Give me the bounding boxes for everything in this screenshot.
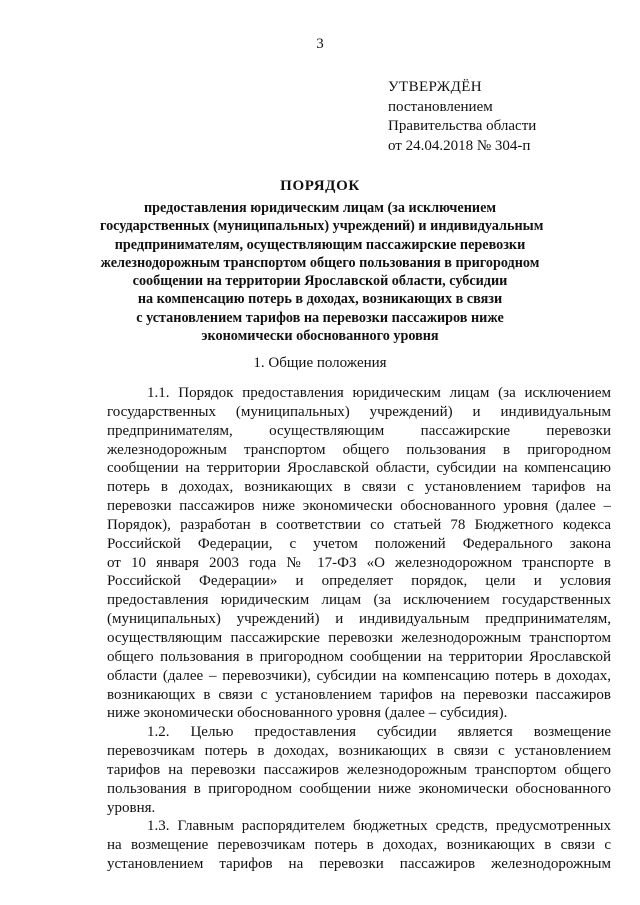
text-line: осуществляющим пассажирские перевозки железнодорожным транспортом [107, 629, 611, 646]
text-line: потерь в доходах, возникающих в связи с установлением тарифов на [107, 479, 611, 496]
text-line: сообщении на территории Ярославской области, субсидии на компенсацию [107, 460, 611, 477]
text-line: предпринимателям, осуществляющим пассажирские перевозки [107, 422, 611, 439]
text-line: (муниципальных) учреждений) и индивидуальным предпринимателям, [107, 611, 611, 628]
subtitle-line: сообщении на территории Ярославской области, субсидии [132, 273, 508, 290]
text-line: железнодорожным транспортом общего пользования в пригородном [107, 441, 611, 458]
text-line: перевозки пассажиров ниже экономически обоснованного уровня (далее – [107, 498, 611, 515]
text-line: области (далее – перевозчики), субсидии на компенсацию потерь в доходах, [107, 667, 611, 684]
body-text [107, 384, 611, 874]
document-title: ПОРЯДОК [280, 178, 360, 194]
text-line: на возмещение перевозчикам потерь в доходах, возникающих в связи с [107, 837, 611, 854]
text-line: возникающих в связи с установлением тарифов на перевозки пассажиров [107, 686, 611, 703]
text-line: пользования в пригородном сообщении ниже экономически обоснованного [107, 780, 611, 797]
text-line: 1.2. Целью предоставления субсидии является возмещение [147, 724, 611, 741]
text-line: 1.1. Порядок предоставления юридическим лицам (за исключением [147, 385, 611, 401]
approval-line: Правительства области [388, 118, 537, 134]
text-line: уровня. [107, 799, 156, 816]
text-line: Российской Федерации, с учетом положений Федерального закона [107, 535, 611, 552]
text-line: тарифов на перевозки пассажиров железнодорожным транспортом общего [107, 761, 611, 778]
subtitle-line: с установлением тарифов на перевозки пассажиров ниже [136, 309, 504, 326]
paragraph-1-3 [107, 817, 611, 874]
subtitle-line: государственных (муниципальных) учреждений) и индивидуальным [100, 218, 544, 235]
subtitle-line: экономически обоснованного уровня [201, 328, 439, 345]
text-line: от 10 января 2003 года № 17-ФЗ «О железнодорожном транспорте в [107, 554, 611, 571]
text-line: перевозчикам потерь в доходах, возникающих в связи с установлением [107, 743, 611, 760]
text-line: ниже экономически обоснованного уровня (далее – субсидия). [107, 705, 508, 722]
text-line: общего пользования в пригородном сообщении на территории Ярославской [107, 648, 611, 665]
subtitle-line: предпринимателям, осуществляющим пассажирские перевозки [114, 236, 526, 253]
subtitle-line: предоставления юридическим лицам (за исключением [143, 200, 497, 216]
approval-line: УТВЕРЖДЁН [388, 79, 483, 95]
text-line: предоставления юридическим лицам (за исключением государственных [107, 592, 611, 609]
subtitle-line: на компенсацию потерь в доходах, возникающих в связи [137, 291, 503, 308]
paragraph-1-1 [107, 384, 611, 723]
text-line: Порядок), разработан в соответствии со статьей 78 Бюджетного кодекса [107, 516, 611, 533]
approval-line: от 24.04.2018 № 304-п [388, 137, 531, 154]
approval-line: постановлением [388, 98, 493, 115]
section-heading: 1. Общие положения [253, 355, 387, 371]
page-number: 3 [316, 36, 324, 52]
document-subtitle [100, 199, 544, 345]
subtitle-line: железнодорожным транспортом общего пользования в пригородном [100, 254, 540, 271]
text-line: Российской Федерации» и определяет порядок, цели и условия [107, 573, 611, 590]
paragraph-1-2 [107, 723, 611, 817]
text-line: государственных (муниципальных) учреждений) и индивидуальным [107, 403, 611, 420]
text-line: 1.3. Главным распорядителем бюджетных средств, предусмотренных [147, 818, 611, 835]
text-line: установлением тарифов на перевозки пассажиров железнодорожным [107, 856, 611, 873]
approval-stamp [388, 78, 536, 156]
